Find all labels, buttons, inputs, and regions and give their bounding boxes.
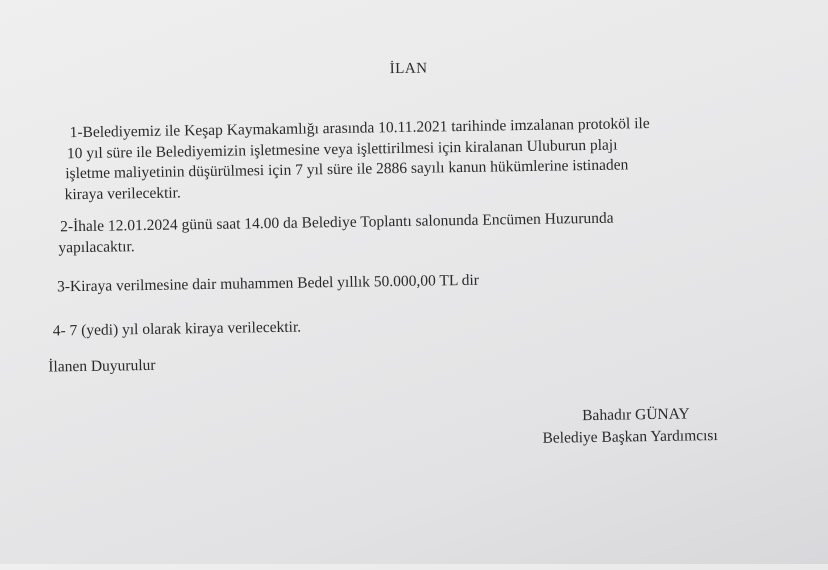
paragraph-line: 1-Belediyemiz ile Keşap Kaymakamlığı arasında 10.11.2021 tarihinde imzalanan protoköl ile — [69, 115, 650, 142]
paragraph-line: 3-Kiraya verilmesine dair muhammen Bedel yıllık 50.000,00 TL dir — [56, 271, 480, 296]
document-title: İLAN — [389, 60, 428, 78]
paragraph-line: 2-İhale 12.01.2024 günü saat 14.00 da Belediye Toplantı salonunda Encümen Huzurunda — [59, 209, 614, 236]
closing-line: İlanen Duyurulur — [48, 356, 156, 376]
paragraph-line: 10 yıl süre ile Belediyemizin işletmesine veya işlettirilmesi için kiralanan Uluburun plajı — [66, 136, 618, 162]
paragraph-line: yapılacaktır. — [58, 237, 135, 256]
paragraph-line: işletme maliyetinin düşürülmesi için 7 yıl süre ile 2886 sayılı kanun hükümlerine istinaden — [65, 156, 629, 183]
paragraph-line: 4- 7 (yedi) yıl olarak kiraya verilecektir. — [52, 318, 302, 340]
signature-name: Bahadır GÜNAY — [582, 405, 690, 425]
paragraph-item-3 — [57, 266, 757, 297]
paragraph-item-4 — [53, 310, 753, 341]
closing-text — [48, 347, 748, 378]
signature-position: Belediye Başkan Yardımcısı — [542, 427, 718, 447]
paragraph-item-1 — [64, 112, 770, 205]
paragraph-line: kiraya verilecektir. — [64, 183, 181, 203]
paragraph-item-2 — [60, 206, 761, 258]
